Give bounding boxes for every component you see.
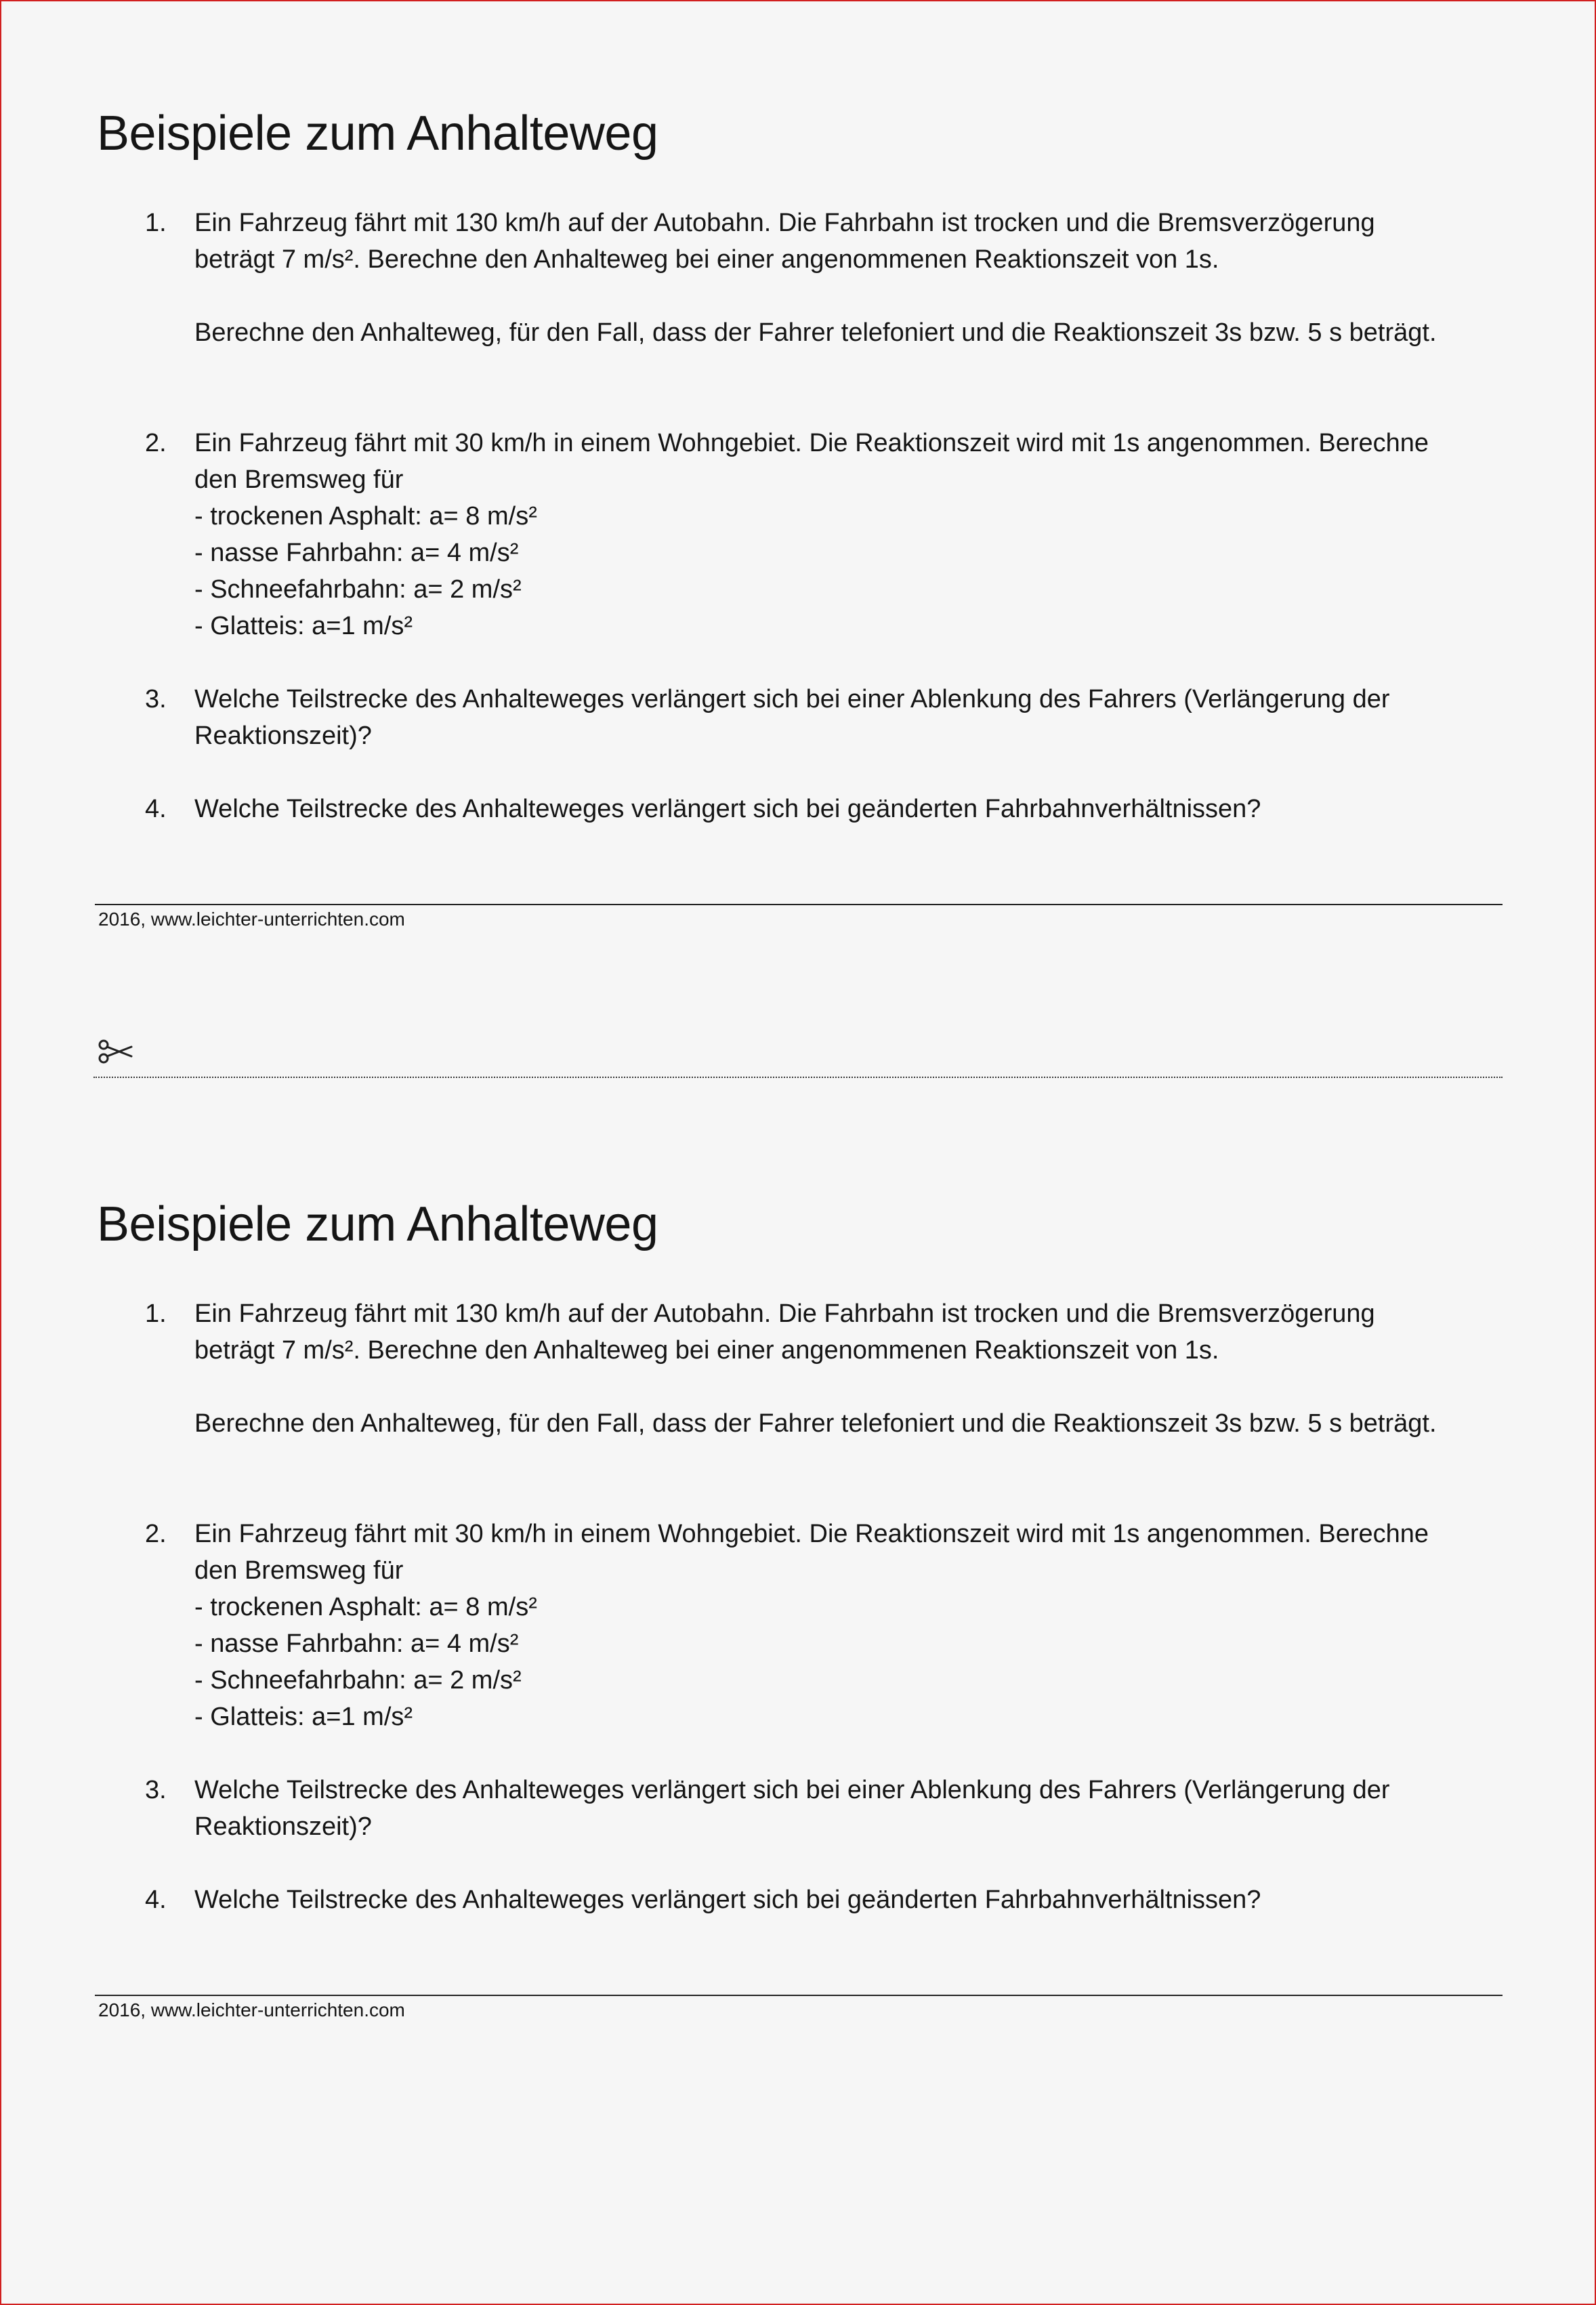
- task-line: - trockenen Asphalt: a= 8 m/s²: [194, 1593, 537, 1621]
- task-text: [194, 1516, 1429, 1735]
- task-line: Ein Fahrzeug fährt mit 30 km/h in einem Wohngebiet. Die Reaktionszeit wird mit 1s angenommen. Berechne: [194, 429, 1429, 457]
- task-line: Ein Fahrzeug fährt mit 30 km/h in einem Wohngebiet. Die Reaktionszeit wird mit 1s angenommen. Berechne: [194, 1520, 1429, 1548]
- task-text: [194, 425, 1429, 644]
- task-line: Welche Teilstrecke des Anhalteweges verlängert sich bei einer Ablenkung des Fahrers (Verlängerung der: [194, 685, 1390, 713]
- task-number: 2.: [145, 429, 167, 457]
- task-line: Reaktionszeit)?: [194, 722, 372, 750]
- task-line: den Bremsweg für: [194, 465, 404, 494]
- task-line: Ein Fahrzeug fährt mit 130 km/h auf der Autobahn. Die Fahrbahn ist trocken und die Bremsverzögerung: [194, 209, 1375, 237]
- task-line: - Schneefahrbahn: a= 2 m/s²: [194, 575, 522, 604]
- task-text: [194, 1772, 1390, 1845]
- task-line: - Glatteis: a=1 m/s²: [194, 612, 413, 640]
- task-number: 2.: [145, 1520, 167, 1548]
- task-text: [194, 791, 1261, 827]
- cut-line: [93, 1077, 1503, 1078]
- scissors-icon: [98, 1038, 135, 1065]
- task-line: - nasse Fahrbahn: a= 4 m/s²: [194, 539, 519, 567]
- task-line: - Schneefahrbahn: a= 2 m/s²: [194, 1666, 522, 1695]
- task-number: 3.: [145, 685, 167, 713]
- task-number: 4.: [145, 795, 167, 823]
- task-line: - Glatteis: a=1 m/s²: [194, 1703, 413, 1731]
- page-title: Beispiele zum Anhalteweg: [97, 1197, 658, 1251]
- paragraph-gap: [194, 1369, 1437, 1405]
- task-text: [194, 681, 1390, 754]
- footer-text: 2016, www.leichter-unterrichten.com: [98, 1999, 405, 2020]
- task-line: - trockenen Asphalt: a= 8 m/s²: [194, 502, 537, 531]
- task-number: 1.: [145, 209, 167, 237]
- footer-divider: [95, 904, 1503, 905]
- task-line: beträgt 7 m/s². Berechne den Anhalteweg bei einer angenommenen Reaktionszeit von 1s.: [194, 1336, 1219, 1365]
- footer-divider: [95, 1995, 1503, 1996]
- task-number: 1.: [145, 1300, 167, 1328]
- task-line: Berechne den Anhalteweg, für den Fall, dass der Fahrer telefoniert und die Reaktionszeit 3s bzw. 5 s beträgt.: [194, 318, 1437, 347]
- task-text: [194, 1882, 1261, 1918]
- task-number: 3.: [145, 1776, 167, 1804]
- task-line: - nasse Fahrbahn: a= 4 m/s²: [194, 1629, 519, 1658]
- task-line: Welche Teilstrecke des Anhalteweges verlängert sich bei geänderten Fahrbahnverhältnissen?: [194, 795, 1261, 823]
- task-text: [194, 1295, 1437, 1442]
- page-title: Beispiele zum Anhalteweg: [97, 106, 658, 161]
- paragraph-gap: [194, 278, 1437, 314]
- task-line: beträgt 7 m/s². Berechne den Anhalteweg bei einer angenommenen Reaktionszeit von 1s.: [194, 245, 1219, 274]
- task-line: Welche Teilstrecke des Anhalteweges verlängert sich bei geänderten Fahrbahnverhältnissen?: [194, 1886, 1261, 1914]
- footer-text: 2016, www.leichter-unterrichten.com: [98, 909, 405, 930]
- task-text: [194, 205, 1437, 351]
- task-line: Ein Fahrzeug fährt mit 130 km/h auf der Autobahn. Die Fahrbahn ist trocken und die Bremsverzögerung: [194, 1300, 1375, 1328]
- task-line: Welche Teilstrecke des Anhalteweges verlängert sich bei einer Ablenkung des Fahrers (Verlängerung der: [194, 1776, 1390, 1804]
- task-line: den Bremsweg für: [194, 1556, 404, 1585]
- task-line: Reaktionszeit)?: [194, 1812, 372, 1841]
- task-number: 4.: [145, 1886, 167, 1914]
- task-line: Berechne den Anhalteweg, für den Fall, dass der Fahrer telefoniert und die Reaktionszeit 3s bzw. 5 s beträgt.: [194, 1409, 1437, 1438]
